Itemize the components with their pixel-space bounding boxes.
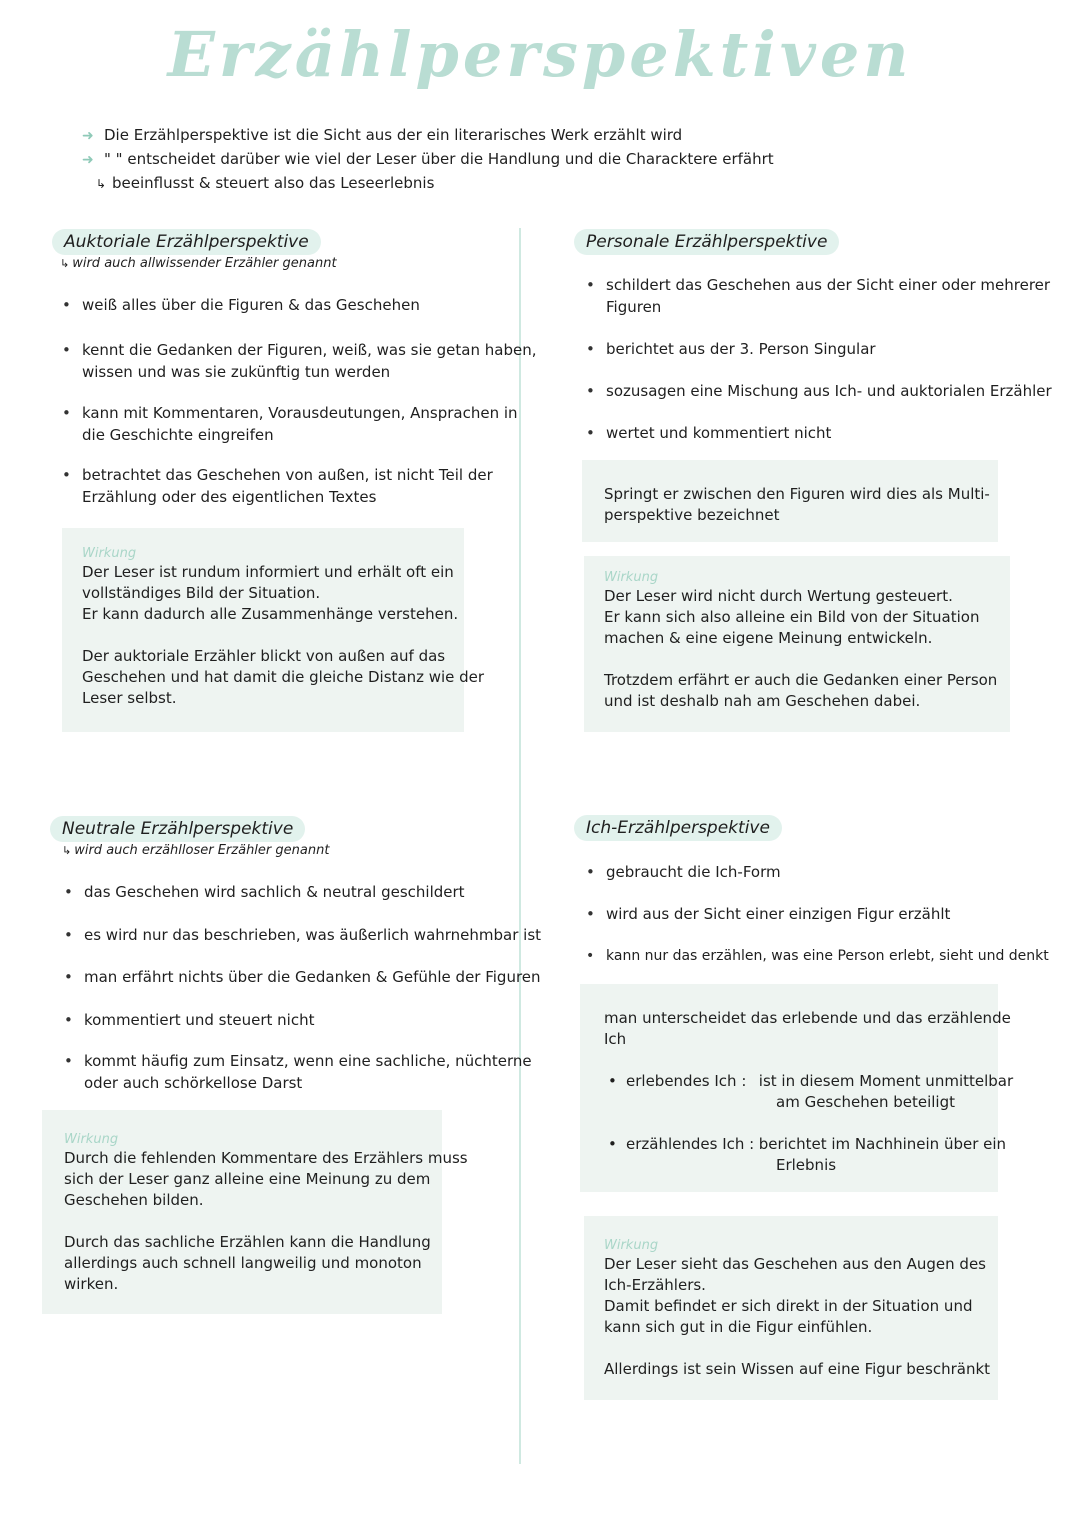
arrow-icon: ➜	[82, 152, 94, 168]
wirkung-text: Leser selbst.	[82, 689, 177, 707]
definition-item	[604, 1134, 1007, 1176]
section-heading-neutral: Neutrale Erzählperspektive	[50, 816, 305, 842]
section-subnote	[60, 256, 337, 271]
intro-notes	[82, 124, 774, 196]
wirkung-text: Er kann dadurch alle Zusammenhänge verstehen.	[82, 605, 459, 623]
wirkung-text: und ist deshalb nah am Geschehen dabei.	[604, 692, 921, 710]
list-item	[584, 945, 1049, 967]
list-item	[60, 464, 493, 508]
wirkung-label: Wirkung	[604, 570, 659, 585]
subnote-text: wird auch allwissender Erzähler genannt	[72, 256, 337, 271]
wirkung-text: Der Leser wird nicht durch Wertung gesteuert.	[604, 587, 953, 605]
wirkung-label: Wirkung	[604, 1238, 659, 1253]
bullet-text: berichtet aus der 3. Person Singular	[606, 340, 876, 358]
list-item	[60, 294, 420, 316]
wirkung-box	[584, 556, 1010, 732]
wirkung-box	[584, 1216, 998, 1400]
column-divider	[519, 228, 521, 1464]
section-heading-personal: Personale Erzählperspektive	[574, 229, 839, 255]
wirkung-text: Geschehen und hat damit die gleiche Distanz wie der	[82, 668, 485, 686]
bullet-text: wird aus der Sicht einer einzigen Figur erzählt	[606, 905, 951, 923]
wirkung-text: Damit befindet er sich direkt in der Situation und	[604, 1297, 973, 1315]
bullet-text: man erfährt nichts über die Gedanken & Gefühle der Figuren	[84, 968, 541, 986]
wirkung-text: allerdings auch schnell langweilig und monoton	[64, 1254, 422, 1272]
wirkung-box	[62, 528, 485, 732]
wirkung-text: Er kann sich also alleine ein Bild von der Situation	[604, 608, 980, 626]
intro-text: " " entscheidet darüber wie viel der Leser über die Handlung und die Characktere erfährt	[104, 150, 774, 168]
wirkung-text: Trotzdem erfährt er auch die Gedanken einer Person	[604, 671, 998, 689]
definition-text: Erlebnis	[776, 1156, 837, 1174]
list-item	[584, 903, 950, 925]
bullet-text: wertet und kommentiert nicht	[606, 424, 832, 442]
section-subnote	[62, 843, 329, 858]
wirkung-text: Der Leser sieht das Geschehen aus den Augen des	[604, 1255, 987, 1273]
list-item	[62, 881, 465, 903]
bullet-text: kann nur das erzählen, was eine Person erlebt, sieht und denkt	[606, 948, 1049, 964]
info-box	[580, 984, 1014, 1192]
wirkung-box	[42, 1110, 468, 1314]
intro-line	[82, 148, 774, 172]
list-item	[584, 274, 1050, 318]
bullet-text: kennt die Gedanken der Figuren, weiß, was sie getan haben,	[82, 341, 537, 359]
section-heading-auktorial: Auktoriale Erzählperspektive	[52, 229, 321, 255]
intro-line	[82, 172, 774, 196]
list-item	[584, 380, 1052, 402]
list-item	[60, 339, 536, 383]
definition-text: ist in diesem Moment unmittelbar	[758, 1072, 1014, 1090]
list-item	[62, 966, 541, 988]
list-item	[60, 402, 518, 446]
info-text: Ich	[604, 1030, 627, 1048]
wirkung-text: wirken.	[64, 1275, 119, 1293]
intro-text: Die Erzählperspektive ist die Sicht aus der ein literarisches Werk erzählt wird	[104, 126, 683, 144]
info-text: man unterscheidet das erlebende und das erzählende	[604, 1009, 1011, 1027]
list-item	[62, 1050, 532, 1094]
subnote-text: wird auch erzählloser Erzähler genannt	[74, 843, 330, 858]
bullet-text: gebraucht die Ich-Form	[606, 863, 781, 881]
bullet-text: sozusagen eine Mischung aus Ich- und auktorialen Erzähler	[606, 382, 1052, 400]
wirkung-text: sich der Leser ganz alleine eine Meinung zu dem	[64, 1170, 431, 1188]
hook-arrow-icon: ↳	[96, 177, 107, 191]
bullet-text: wissen und was sie zukünftig tun werden	[82, 363, 391, 381]
hook-arrow-icon: ↳	[62, 844, 72, 857]
bullet-text: das Geschehen wird sachlich & neutral geschildert	[84, 883, 465, 901]
bullet-text: oder auch schörkellose Darst	[84, 1074, 303, 1092]
bullet-text: kommentiert und steuert nicht	[84, 1011, 315, 1029]
bullet-text: Erzählung oder des eigentlichen Textes	[82, 488, 377, 506]
bullet-text: kommt häufig zum Einsatz, wenn eine sachliche, nüchterne	[84, 1052, 532, 1070]
bullet-text: es wird nur das beschrieben, was äußerlich wahrnehmbar ist	[84, 926, 542, 944]
wirkung-text: kann sich gut in die Figur einfühlen.	[604, 1318, 873, 1336]
bullet-text: weiß alles über die Figuren & das Geschehen	[82, 296, 420, 314]
list-item	[584, 338, 876, 360]
definition-text: am Geschehen beteiligt	[776, 1093, 955, 1111]
list-item	[584, 861, 781, 883]
list-item	[62, 1009, 314, 1031]
wirkung-text: Durch das sachliche Erzählen kann die Handlung	[64, 1233, 431, 1251]
intro-line	[82, 124, 774, 148]
definition-item	[604, 1071, 1014, 1113]
arrow-icon: ➜	[82, 128, 94, 144]
wirkung-label: Wirkung	[64, 1132, 119, 1147]
bullet-text: kann mit Kommentaren, Vorausdeutungen, Ansprachen in	[82, 404, 518, 422]
section-heading-ich: Ich-Erzählperspektive	[574, 815, 782, 841]
info-text: perspektive bezeichnet	[604, 506, 780, 524]
list-item	[584, 422, 831, 444]
wirkung-text: Durch die fehlenden Kommentare des Erzählers muss	[64, 1149, 468, 1167]
bullet-text: schildert das Geschehen aus der Sicht einer oder mehrerer	[606, 276, 1051, 294]
page-title: Erzählperspektiven	[167, 18, 913, 91]
wirkung-label: Wirkung	[82, 546, 137, 561]
wirkung-text: Ich-Erzählers.	[604, 1276, 706, 1294]
bullet-text: Figuren	[606, 298, 662, 316]
definition-term: erzählendes Ich :	[626, 1135, 755, 1153]
wirkung-text: vollständiges Bild der Situation.	[82, 584, 321, 602]
wirkung-text: Geschehen bilden.	[64, 1191, 204, 1209]
info-text: Springt er zwischen den Figuren wird dies als Multi-	[604, 485, 990, 503]
definition-text: berichtet im Nachhinein über ein	[758, 1135, 1007, 1153]
bullet-text: die Geschichte eingreifen	[82, 426, 274, 444]
intro-text: beeinflusst & steuert also das Leseerlebnis	[112, 174, 435, 192]
wirkung-text: Der auktoriale Erzähler blickt von außen auf das	[82, 647, 446, 665]
wirkung-text: Allerdings ist sein Wissen auf eine Figur beschränkt	[604, 1360, 991, 1378]
wirkung-text: Der Leser ist rundum informiert und erhält oft ein	[82, 563, 454, 581]
definition-term: erlebendes Ich :	[626, 1072, 747, 1090]
bullet-text: betrachtet das Geschehen von außen, ist nicht Teil der	[82, 466, 493, 484]
info-box	[582, 460, 998, 542]
wirkung-text: machen & eine eigene Meinung entwickeln.	[604, 629, 933, 647]
hook-arrow-icon: ↳	[60, 257, 70, 270]
list-item	[62, 924, 541, 946]
